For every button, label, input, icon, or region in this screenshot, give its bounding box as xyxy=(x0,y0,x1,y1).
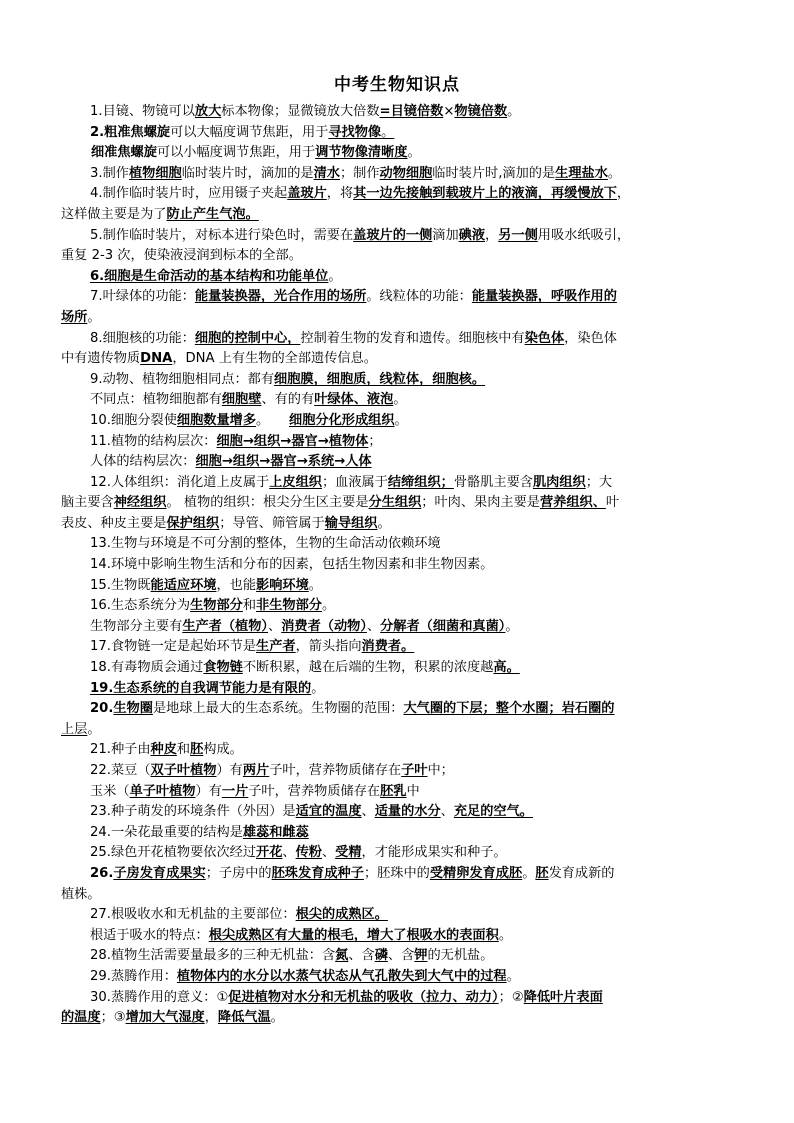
text-line xyxy=(61,390,737,411)
key-term: 防止产生气泡。 xyxy=(166,206,259,222)
text-line xyxy=(61,164,737,185)
text-run: 中 xyxy=(406,783,420,799)
text-run: 。 xyxy=(87,309,101,325)
text-run: ；大 xyxy=(585,474,613,490)
key-term: 染色体 xyxy=(524,330,565,346)
key-term: 细胞的控制中心， xyxy=(194,330,301,346)
text-run: 这样做主要是为了 xyxy=(61,206,167,222)
key-term: 细胞壁 xyxy=(221,392,262,408)
key-term: 生物圈 xyxy=(113,701,153,717)
key-term: 双子叶植物 xyxy=(150,763,217,778)
text-line xyxy=(61,102,737,123)
key-term: 上皮组织 xyxy=(269,474,322,490)
text-run: 子叶，营养物质储存在 xyxy=(269,763,402,778)
text-run: 3.制作 xyxy=(90,165,129,181)
text-run: ，才能形成果实和种子。 xyxy=(361,845,507,861)
text-line xyxy=(61,596,737,617)
key-term: 降低叶片表面 xyxy=(523,989,603,1005)
text-run: 24.一朵花最重要的结构是 xyxy=(90,824,243,840)
key-term: 动物细胞 xyxy=(379,165,433,181)
key-term: 盖玻片的一侧 xyxy=(353,227,433,243)
text-line xyxy=(61,143,737,164)
text-run: ；血液属于 xyxy=(321,474,388,490)
key-term: 消费者。 xyxy=(361,639,415,655)
text-run: 。 xyxy=(607,165,622,181)
text-run: 重复 2-3 次，使染液浸润到标本的全部。 xyxy=(61,248,302,264)
text-line xyxy=(61,329,737,350)
text-run: ， xyxy=(485,227,499,243)
text-run: 18.有毒物质会通过 xyxy=(90,660,204,676)
text-run: 。 xyxy=(308,577,322,593)
text-run: 植株。 xyxy=(61,886,101,902)
key-term: 生理盐水 xyxy=(555,165,608,181)
key-term: 钾 xyxy=(414,948,428,964)
text-line xyxy=(61,287,737,308)
text-run: 20. xyxy=(90,701,114,717)
text-run: 。 xyxy=(87,721,101,737)
key-term: 生物部分 xyxy=(190,598,243,614)
text-run: 。 xyxy=(505,618,519,634)
key-term: 适量的水分 xyxy=(374,804,441,820)
key-term: 寻找物像 xyxy=(328,124,382,140)
text-run: 发育成新的 xyxy=(548,865,615,881)
text-run: ，染色体 xyxy=(564,330,617,346)
text-run: 表皮、种皮主要是 xyxy=(61,515,167,531)
key-term: 根尖成熟区有大量的根毛，增大了根吸水的表面积 xyxy=(208,927,499,943)
key-term: 子叶 xyxy=(401,763,428,778)
text-run: ，将 xyxy=(326,186,354,202)
text-run: 4.制作临时装片时，应用镊子夹起 xyxy=(90,186,288,202)
key-term: 食物链 xyxy=(203,660,243,676)
text-run: ，DNA 上有生物的全部遗传信息。 xyxy=(172,351,377,367)
text-run: ； xyxy=(368,433,382,449)
key-term: 物镜倍数 xyxy=(454,104,508,119)
key-term: 高。 xyxy=(493,660,520,676)
key-term: 能量装换器，呼吸作用的 xyxy=(471,289,617,305)
key-term: 放大 xyxy=(194,104,222,119)
text-line xyxy=(61,555,737,576)
text-run: 2.粗准焦螺旋 xyxy=(90,124,171,140)
key-term: 营养组织、 xyxy=(539,495,606,511)
text-line xyxy=(61,843,737,864)
page-title: 中考生物知识点 xyxy=(334,75,460,95)
text-line xyxy=(61,267,737,288)
key-term: 上层 xyxy=(61,721,88,737)
text-line xyxy=(61,761,737,782)
text-run: 14.环境中影响生物生活和分布的因素，包括生物因素和非生物因素。 xyxy=(90,557,494,573)
text-line xyxy=(61,452,737,473)
text-line xyxy=(61,967,737,988)
text-run: ；子房中的 xyxy=(205,865,272,881)
text-run: 22.菜豆（ xyxy=(90,763,151,778)
text-run: 。 xyxy=(377,515,391,531)
text-run: 13.生物与环境是不可分割的整体，生物的生命活动依赖环境 xyxy=(90,536,441,552)
text-run: 9.动物、植物细胞相同点：都有 xyxy=(90,371,275,387)
key-term: 胚珠发育成种子 xyxy=(271,865,364,881)
text-run: ，也能 xyxy=(216,577,257,593)
text-run: 和 xyxy=(176,742,191,758)
key-term: 19.生态系统的自我调节能力是有限的 xyxy=(90,680,312,696)
key-term: 雄蕊和雌蕊 xyxy=(242,824,309,840)
text-run: 中有遗传物质 xyxy=(61,351,141,367)
key-term: 。 xyxy=(381,124,395,140)
key-term: 植物体内的水分以水蒸气状态从气孔散失到大气中的过程 xyxy=(176,968,507,984)
text-run: 可以大幅度调节焦距，用于 xyxy=(170,124,329,140)
text-line xyxy=(61,1008,737,1029)
text-run: 27.根吸收水和无机盐的主要部位： xyxy=(90,907,296,923)
key-term: 子房发育成果实 xyxy=(113,865,206,881)
text-run: 临时装片时，滴加的是 xyxy=(181,165,314,181)
text-run: 26. xyxy=(90,865,114,881)
key-term: 磷 xyxy=(374,948,388,964)
text-line xyxy=(61,576,737,597)
key-term: DNA xyxy=(140,351,173,367)
text-line xyxy=(61,514,737,535)
text-run: 生物部分主要有 xyxy=(90,618,183,634)
text-line xyxy=(61,658,737,679)
text-line xyxy=(61,534,737,555)
key-term: 能适应环境 xyxy=(150,577,217,593)
text-run: 是地球上最大的生态系统。生物圈的范围： xyxy=(152,701,404,717)
key-term: 影响环境 xyxy=(256,577,309,593)
text-line xyxy=(61,123,737,144)
key-term: 分生组织 xyxy=(368,495,422,511)
text-run: 。 xyxy=(522,865,536,881)
text-run: 、含 xyxy=(348,948,375,964)
key-term: 输导组织 xyxy=(324,515,378,531)
text-run: 滴加 xyxy=(432,227,459,243)
key-term: 能量装换器，光合作用的场所 xyxy=(194,289,367,305)
text-run: ， xyxy=(616,186,631,202)
text-run: 11.植物的结构层次： xyxy=(90,433,217,449)
text-run: 8.细胞核的功能： xyxy=(90,330,195,346)
text-run: 。 xyxy=(407,145,421,161)
text-line xyxy=(61,246,737,267)
text-run: ）有 xyxy=(216,763,243,778)
key-term: 6.细胞是生命活动的基本结构和功能单位 xyxy=(90,268,329,284)
text-run: 16.生态系统分为 xyxy=(90,598,191,614)
text-run: 、 xyxy=(268,618,282,634)
text-line xyxy=(61,226,737,247)
text-run: 细准焦螺旋 xyxy=(91,145,157,161)
text-line xyxy=(61,864,737,885)
text-run: 。 xyxy=(393,392,407,408)
key-term: 叶绿体、液泡 xyxy=(314,392,394,408)
text-run: 、 xyxy=(361,804,375,820)
text-line xyxy=(61,720,737,741)
key-term: 场所 xyxy=(61,309,88,325)
text-run: 25.绿色开花植物要依次经过 xyxy=(90,845,257,861)
key-term: 充足的空气。 xyxy=(453,804,533,820)
text-run: 人体的结构层次： xyxy=(90,454,196,470)
key-term: 细胞→组织→器官→植物体 xyxy=(216,433,369,449)
text-run: 、 xyxy=(366,618,381,634)
text-run: 。 xyxy=(506,968,520,984)
text-run: 。 植物的组织：根尖分生区主要是 xyxy=(166,495,369,511)
key-term: 清水 xyxy=(313,165,340,181)
text-run: 、 xyxy=(282,845,296,861)
text-line xyxy=(61,349,737,370)
key-term: 植物细胞 xyxy=(128,165,182,181)
key-term: 大气圈的下层；整个水圈；岩石圈的 xyxy=(403,701,615,717)
key-term: 分解者（细菌和真菌） xyxy=(380,618,506,634)
text-line xyxy=(61,411,737,432)
text-line xyxy=(61,308,737,329)
text-run: 、 xyxy=(440,804,454,820)
text-line xyxy=(61,205,737,226)
text-run: 玉米（ xyxy=(90,783,130,799)
text-run: ；胚珠中的 xyxy=(363,865,430,881)
text-run: 29.蒸腾作用： xyxy=(90,968,177,984)
text-run: 构成。 xyxy=(203,742,243,758)
text-line xyxy=(61,946,737,967)
text-run: 21.种子由 xyxy=(90,742,151,758)
text-line xyxy=(61,782,737,803)
text-run: 。 xyxy=(270,1010,284,1026)
key-term: 神经组织 xyxy=(113,495,167,511)
text-run: ）有 xyxy=(195,783,222,799)
text-line xyxy=(61,885,737,906)
text-run: 骨骼肌主要含 xyxy=(453,474,533,490)
text-line xyxy=(61,740,737,761)
key-term: 促进植物对水分和无机盐的吸收（拉力、动力） xyxy=(228,989,499,1005)
text-run: ；③ xyxy=(100,1010,126,1026)
text-run: 30.蒸腾作用的意义：① xyxy=(90,989,229,1005)
key-term: 单子叶植物 xyxy=(129,783,196,799)
text-run: 用吸水纸吸引， xyxy=(537,227,631,243)
key-term: 细胞分化形成组织 xyxy=(289,412,395,428)
key-term: =目镜倍数 xyxy=(379,104,444,119)
text-run: 5.制作临时装片，对标本进行染色时，需要在 xyxy=(90,227,354,243)
key-term: 生产者（植物） xyxy=(182,618,269,634)
text-run: 。 xyxy=(507,104,521,119)
text-run: ；制作 xyxy=(339,165,380,181)
key-term: 生产者 xyxy=(256,639,296,655)
key-term: 保护组织 xyxy=(166,515,220,531)
text-line xyxy=(61,637,737,658)
key-term: 受精卵发育成胚 xyxy=(429,865,523,881)
key-term: 其一边先接触到载玻片上的液滴，再缓慢放下 xyxy=(353,186,617,202)
text-run: 叶 xyxy=(605,495,620,511)
text-line xyxy=(61,679,737,700)
document-body xyxy=(61,102,737,1029)
key-term: 适宜的温度 xyxy=(295,804,362,820)
key-term: 的温度 xyxy=(61,1010,101,1026)
text-run: 12.人体组织：消化道上皮属于 xyxy=(90,474,270,490)
text-run: 脑主要含 xyxy=(61,495,114,511)
text-run: 临时装片时,滴加的是 xyxy=(432,165,556,181)
text-run: 、有的有 xyxy=(261,392,315,408)
text-run: 28.植物生活需要量最多的三种无机盐：含 xyxy=(90,948,336,964)
text-run: ；导管、筛管属于 xyxy=(219,515,325,531)
key-term: 两片 xyxy=(242,763,270,778)
text-run: 不断积累，越在后端的生物，积累的浓度越 xyxy=(242,660,494,676)
text-line xyxy=(61,493,737,514)
text-run: 根适于吸水的特点： xyxy=(90,927,209,943)
key-term: 胚乳 xyxy=(380,783,407,799)
key-term: 胚 xyxy=(190,742,204,758)
text-line xyxy=(61,802,737,823)
text-line xyxy=(61,926,737,947)
key-term: 增加大气湿度 xyxy=(125,1010,205,1026)
text-run: 。线粒体的功能： xyxy=(366,289,472,305)
key-term: 降低气温 xyxy=(217,1010,271,1026)
text-line xyxy=(61,370,737,391)
key-term: 另一侧 xyxy=(498,227,538,243)
text-line xyxy=(61,988,737,1009)
key-term: 消费者（动物） xyxy=(281,618,367,634)
key-term: 肌肉组织 xyxy=(532,474,586,490)
text-run: 。 xyxy=(311,680,325,696)
key-term: 一片 xyxy=(221,783,249,799)
text-run: 不同点：植物细胞都有 xyxy=(90,392,222,408)
text-line xyxy=(61,184,737,205)
text-run: 子叶，营养物质储存在 xyxy=(248,783,381,799)
key-term: 调节物像清晰度 xyxy=(315,145,408,161)
text-line xyxy=(61,823,737,844)
key-term: 氮 xyxy=(335,948,349,964)
key-term: 非生物部分 xyxy=(256,598,322,614)
text-run: 。 xyxy=(321,598,336,614)
text-line xyxy=(61,432,737,453)
text-run: 、含 xyxy=(387,948,415,964)
text-run: 。 xyxy=(498,927,512,943)
key-term: 细胞膜，细胞质，线粒体，细胞核。 xyxy=(274,371,486,387)
text-line xyxy=(61,699,737,720)
text-run: ，箭头指向 xyxy=(295,639,362,655)
text-line xyxy=(61,473,737,494)
text-run: ；② xyxy=(498,989,524,1005)
text-line xyxy=(61,617,737,638)
key-term: 盖玻片 xyxy=(287,186,327,202)
key-term: 传粉 xyxy=(295,845,322,861)
key-term: 根尖的成熟区。 xyxy=(295,907,388,923)
key-term: 细胞→组织→器官→系统→人体 xyxy=(195,454,372,470)
key-term: 胚 xyxy=(535,865,549,881)
text-run: 和 xyxy=(242,598,257,614)
text-line xyxy=(61,905,737,926)
text-run: ；叶肉、果肉主要是 xyxy=(421,495,540,511)
text-run: 、 xyxy=(321,845,336,861)
key-term: 受精 xyxy=(335,845,362,861)
key-term: 结缔组织； xyxy=(387,474,454,490)
text-run: 1.目镜、物镜可以 xyxy=(90,104,195,119)
text-run: 10.细胞分裂使 xyxy=(90,412,177,428)
text-run: 可以小幅度调节焦距，用于 xyxy=(156,145,316,161)
text-run: ， xyxy=(204,1010,218,1026)
key-term: 细胞数量增多 xyxy=(176,412,257,428)
key-term: 碘液 xyxy=(458,227,486,243)
text-run: 。 xyxy=(394,412,408,428)
text-run: 。 xyxy=(256,412,290,428)
text-run: 7.叶绿体的功能： xyxy=(90,289,195,305)
text-run: 标本物像；显微镜放大倍数 xyxy=(221,104,380,119)
text-run: 的无机盐。 xyxy=(427,948,494,964)
text-run: 17.食物链一定是起始环节是 xyxy=(90,639,257,655)
text-run: × xyxy=(443,104,455,119)
text-run: 。 xyxy=(328,268,342,284)
key-term: 种皮 xyxy=(150,742,177,758)
text-run: 23.种子萌发的环境条件（外因）是 xyxy=(90,804,296,820)
text-run: 控制着生物的发育和遗传。细胞核中有 xyxy=(300,330,525,346)
text-run: 中； xyxy=(427,763,454,778)
text-run: 15.生物既 xyxy=(90,577,151,593)
key-term: 开花 xyxy=(256,845,283,861)
